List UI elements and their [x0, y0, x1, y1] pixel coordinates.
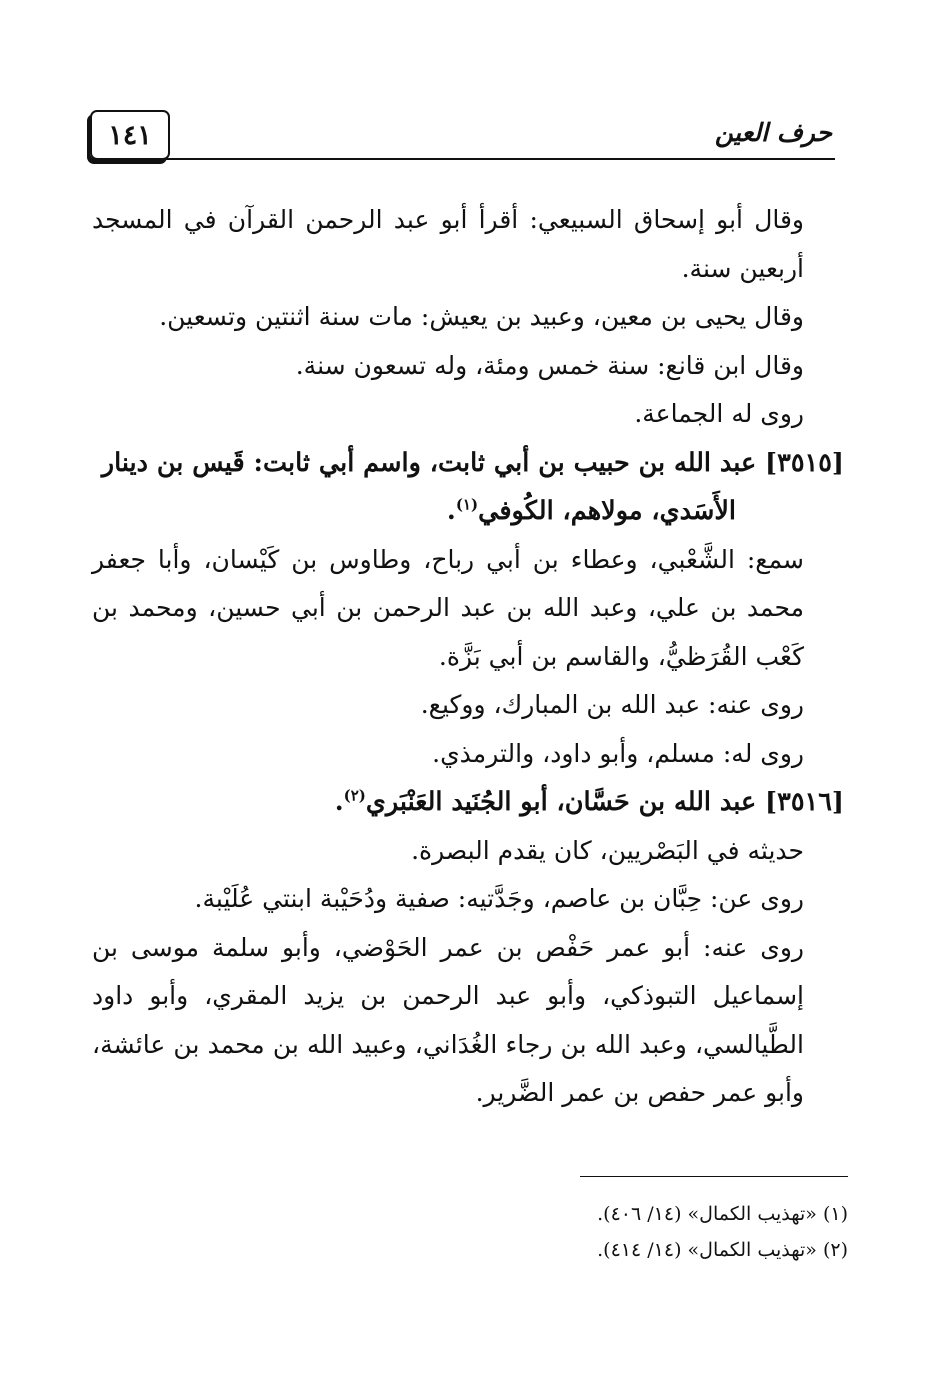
paragraph: سمع: الشَّعْبي، وعطاء بن أبي رباح، وطاوس بن كَيْسان، وأبا جعفر محمد بن علي، وعبد الله بن عبد الرحمن بن أبي حسين، ومحمد بن كَعْب القُرَظيُّ، والقاسم بن أبي بَزَّة.	[92, 544, 804, 671]
footnote-ref[interactable]: (٢)	[343, 786, 366, 805]
footnotes	[148, 1196, 848, 1268]
paragraph: روى له الجماعة.	[634, 399, 804, 428]
entry-period: .	[334, 787, 344, 817]
entry-heading-3515-cont	[92, 487, 844, 536]
entry-heading-3516	[92, 778, 844, 827]
entry-heading-3515	[92, 439, 844, 488]
footnote-1: (١) «تهذيب الكمال» (١٤/ ٤٠٦).	[597, 1203, 848, 1225]
entry-heading-text: الأَسَدي، مولاهم، الكُوفي	[478, 496, 736, 526]
paragraph: روى عن: حِبَّان بن عاصم، وجَدَّتيه: صفية ودُحَيْبة ابنتي عُلَيْبة.	[194, 884, 804, 913]
paragraph: روى عنه: أبو عمر حَفْص بن عمر الحَوْضي، وأبو سلمة موسى بن إسماعيل التبوذكي، وأبو عبد الرحمن بن يزيد المقري، وأبو داود الطَّيالسي، وعبد الله بن رجاء الغُدَاني، وعبيد الله بن محمد بن عائشة، وأبو عمر حفص بن عمر الضَّرير.	[92, 932, 804, 1107]
entry-heading-text: [٣٥١٦] عبد الله بن حَسَّان، أبو الجُنَيد العَنْبَري	[365, 787, 844, 817]
paragraph: وقال أبو إسحاق السبيعي: أقرأ أبو عبد الرحمن القرآن في المسجد أربعين سنة.	[92, 205, 804, 283]
footnote-2: (٢) «تهذيب الكمال» (١٤/ ٤١٤).	[597, 1239, 848, 1261]
entry-heading-text: [٣٥١٥] عبد الله بن حبيب بن أبي ثابت، واسم أبي ثابت: قَيس بن دينار	[101, 447, 844, 478]
paragraph: وقال يحيى بن معين، وعبيد بن يعيش: مات سنة اثنتين وتسعين.	[159, 302, 804, 331]
paragraph: وقال ابن قانع: سنة خمس ومئة، وله تسعون سنة.	[295, 350, 804, 380]
page-number-text: ١٤١	[108, 119, 152, 151]
footnote-ref[interactable]: (١)	[455, 495, 479, 514]
page-number	[90, 110, 170, 160]
paragraph: حديثه في البَصْريين، كان يقدم البصرة.	[411, 835, 804, 865]
header-rule	[90, 158, 835, 160]
paragraph: روى له: مسلم، وأبو داود، والترمذي.	[432, 738, 804, 768]
chapter-title: حرف العين	[714, 118, 832, 147]
paragraph: روى عنه: عبد الله بن المبارك، ووكيع.	[420, 690, 804, 719]
main-text	[92, 196, 844, 1118]
footnote-rule	[580, 1176, 848, 1177]
entry-period: .	[446, 496, 456, 526]
